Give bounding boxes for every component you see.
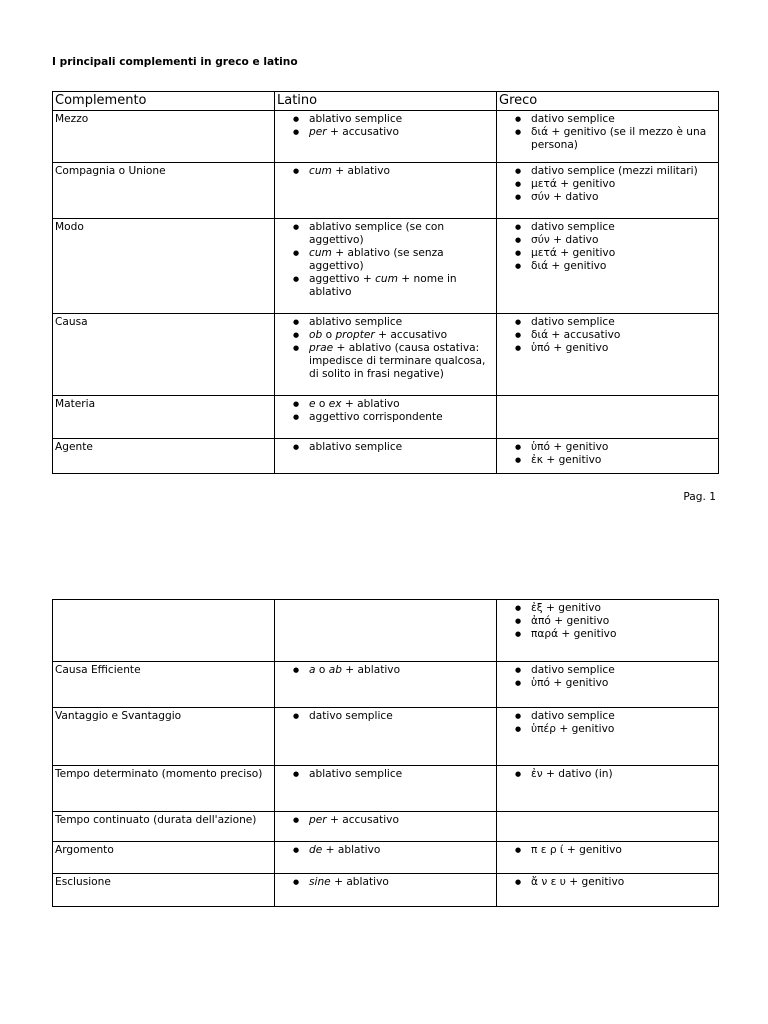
greek-item: ● ἐκ + genitivo — [531, 454, 716, 467]
latin-cell — [275, 439, 497, 474]
greek-item: ● dativo semplice (mezzi militari) — [531, 165, 716, 178]
greek-item: ● διά + genitivo — [531, 260, 716, 273]
greek-item: ● ὑπό + genitivo — [531, 677, 716, 690]
greek-list — [499, 710, 716, 736]
greek-item: ● σύν + dativo — [531, 234, 716, 247]
latin-list — [277, 844, 494, 857]
table-row — [53, 766, 719, 812]
greek-cell — [497, 842, 719, 874]
header-latino: Latino — [275, 92, 497, 111]
greek-list — [499, 602, 716, 641]
table-row — [53, 874, 719, 907]
latin-cell — [275, 766, 497, 812]
latin-item — [309, 844, 494, 857]
greek-item: ● ἀπό + genitivo — [531, 615, 716, 628]
latin-item-part: ablativo semplice (se con aggettivo) — [309, 221, 445, 246]
greek-item: ● dativo semplice — [531, 113, 716, 126]
latin-item-part: a — [309, 664, 316, 676]
greek-cell — [497, 662, 719, 708]
document-title: I principali complementi in greco e latino — [52, 56, 298, 68]
complement-name: Materia — [53, 396, 275, 439]
greek-cell — [497, 708, 719, 766]
latin-item-part: cum — [309, 165, 332, 177]
latin-item-part: + accusativo — [326, 814, 399, 826]
latin-cell — [275, 314, 497, 396]
table-row — [53, 314, 719, 396]
greek-cell — [497, 812, 719, 842]
latin-item — [309, 710, 494, 723]
latin-cell — [275, 812, 497, 842]
header-complemento: Complemento — [53, 92, 275, 111]
latin-list — [277, 768, 494, 781]
latin-cell — [275, 708, 497, 766]
complement-name: Compagnia o Unione — [53, 163, 275, 219]
greek-list — [499, 876, 716, 889]
greek-item: ● dativo semplice — [531, 221, 716, 234]
table-row — [53, 708, 719, 766]
latin-item-part: + ablativo (causa ostativa: impedisce di terminare qualcosa, di solito in frasi negative) — [309, 342, 486, 380]
latin-item-part: de — [309, 844, 323, 856]
table-row — [53, 842, 719, 874]
table-row — [53, 812, 719, 842]
greek-item: ● μετά + genitivo — [531, 247, 716, 260]
latin-item-part: aggettivo corrispondente — [309, 411, 443, 423]
latin-item — [309, 316, 494, 329]
latin-item — [309, 126, 494, 139]
greek-list — [499, 221, 716, 273]
latin-item — [309, 441, 494, 454]
latin-item-part: o — [322, 329, 336, 341]
greek-item: ● μετά + genitivo — [531, 178, 716, 191]
latin-cell — [275, 662, 497, 708]
table-header-row — [53, 92, 719, 111]
complement-name: Argomento — [53, 842, 275, 874]
complement-name: Modo — [53, 219, 275, 314]
latin-item-part: cum — [375, 273, 398, 285]
latin-list — [277, 113, 494, 139]
greek-item: ● dativo semplice — [531, 316, 716, 329]
latin-list — [277, 710, 494, 723]
latin-item-part: ex — [328, 398, 342, 410]
greek-cell — [497, 163, 719, 219]
latin-item — [309, 247, 494, 273]
latin-item-part: + ablativo — [322, 844, 381, 856]
latin-item-part: + ablativo — [330, 876, 389, 888]
greek-cell — [497, 111, 719, 163]
greek-item: ● ἄ ν ε υ + genitivo — [531, 876, 716, 889]
greek-cell — [497, 439, 719, 474]
greek-list — [499, 165, 716, 204]
complement-name: Esclusione — [53, 874, 275, 907]
greek-list — [499, 664, 716, 690]
header-greco: Greco — [497, 92, 719, 111]
greek-item: ● διά + genitivo (se il mezzo è una persona) — [531, 126, 716, 152]
latin-list — [277, 165, 494, 178]
table-row — [53, 219, 719, 314]
latin-item-part: per — [309, 814, 327, 826]
latin-cell — [275, 219, 497, 314]
table-row — [53, 600, 719, 662]
greek-list — [499, 844, 716, 857]
greek-item: ● ὑπέρ + genitivo — [531, 723, 716, 736]
complement-name: Causa — [53, 314, 275, 396]
latin-item — [309, 342, 494, 381]
complements-table-page-1 — [52, 91, 719, 474]
table-row — [53, 439, 719, 474]
greek-cell — [497, 219, 719, 314]
latin-list — [277, 814, 494, 827]
latin-item — [309, 411, 494, 424]
latin-item-part: + ablativo — [341, 664, 401, 676]
latin-item — [309, 221, 494, 247]
greek-item: ● παρά + genitivo — [531, 628, 716, 641]
latin-item-part: ablativo semplice — [309, 768, 403, 780]
latin-item — [309, 273, 494, 299]
latin-item-part: ablativo semplice — [309, 441, 403, 453]
greek-item: ● ὑπό + genitivo — [531, 441, 716, 454]
latin-item-part: o — [315, 398, 329, 410]
complement-name: Causa Efficiente — [53, 662, 275, 708]
latin-item-part: o — [315, 664, 329, 676]
latin-item — [309, 664, 494, 677]
table-row — [53, 111, 719, 163]
greek-cell — [497, 314, 719, 396]
greek-list — [499, 316, 716, 355]
latin-item — [309, 165, 494, 178]
latin-item-part: + nome in ablativo — [309, 273, 457, 298]
table-row — [53, 662, 719, 708]
complement-name: Tempo continuato (durata dell'azione) — [53, 812, 275, 842]
latin-item-part: + ablativo — [341, 398, 400, 410]
complements-table-page-2 — [52, 599, 719, 907]
latin-item-part: propter — [335, 329, 375, 341]
complement-name: Vantaggio e Svantaggio — [53, 708, 275, 766]
greek-list — [499, 441, 716, 467]
latin-item-part: ab — [328, 664, 342, 676]
complement-name — [53, 600, 275, 662]
latin-item-part: ob — [309, 329, 323, 341]
latin-item-part: + ablativo (se senza aggettivo) — [309, 247, 444, 272]
latin-item-part: ablativo semplice — [309, 113, 403, 125]
complement-name: Tempo determinato (momento preciso) — [53, 766, 275, 812]
latin-item — [309, 113, 494, 126]
latin-list — [277, 664, 494, 677]
latin-list — [277, 316, 494, 381]
greek-item: ● ἐξ + genitivo — [531, 602, 716, 615]
latin-item-part: prae — [309, 342, 334, 354]
latin-list — [277, 441, 494, 454]
greek-item: ● dativo semplice — [531, 710, 716, 723]
greek-cell — [497, 766, 719, 812]
latin-item-part: e — [309, 398, 316, 410]
greek-list — [499, 113, 716, 152]
latin-item — [309, 876, 494, 889]
latin-item-part: + ablativo — [331, 165, 390, 177]
greek-item: ● dativo semplice — [531, 664, 716, 677]
complement-name: Mezzo — [53, 111, 275, 163]
complement-name: Agente — [53, 439, 275, 474]
greek-cell — [497, 396, 719, 439]
page-number: Pag. 1 — [683, 491, 716, 503]
latin-item-part: dativo semplice — [309, 710, 393, 722]
table-row — [53, 396, 719, 439]
greek-item: ● ὑπό + genitivo — [531, 342, 716, 355]
greek-item: ● ἐν + dativo (in) — [531, 768, 716, 781]
latin-item-part: ablativo semplice — [309, 316, 403, 328]
latin-item-part: cum — [309, 247, 332, 259]
greek-item: ● διά + accusativo — [531, 329, 716, 342]
latin-cell — [275, 874, 497, 907]
latin-item — [309, 398, 494, 411]
latin-list — [277, 398, 494, 424]
latin-cell — [275, 111, 497, 163]
latin-item — [309, 814, 494, 827]
latin-item-part: sine — [309, 876, 331, 888]
latin-cell — [275, 396, 497, 439]
greek-cell — [497, 600, 719, 662]
latin-cell — [275, 600, 497, 662]
latin-item — [309, 329, 494, 342]
latin-list — [277, 876, 494, 889]
latin-item-part: + accusativo — [374, 329, 448, 341]
table-row — [53, 163, 719, 219]
greek-item: ● π ε ρ ί + genitivo — [531, 844, 716, 857]
greek-cell — [497, 874, 719, 907]
latin-item — [309, 768, 494, 781]
latin-item-part: per — [309, 126, 327, 138]
latin-cell — [275, 842, 497, 874]
latin-item-part: + accusativo — [326, 126, 399, 138]
latin-cell — [275, 163, 497, 219]
greek-list — [499, 768, 716, 781]
latin-item-part: aggettivo + — [309, 273, 376, 285]
greek-item: ● σύν + dativo — [531, 191, 716, 204]
latin-list — [277, 221, 494, 299]
